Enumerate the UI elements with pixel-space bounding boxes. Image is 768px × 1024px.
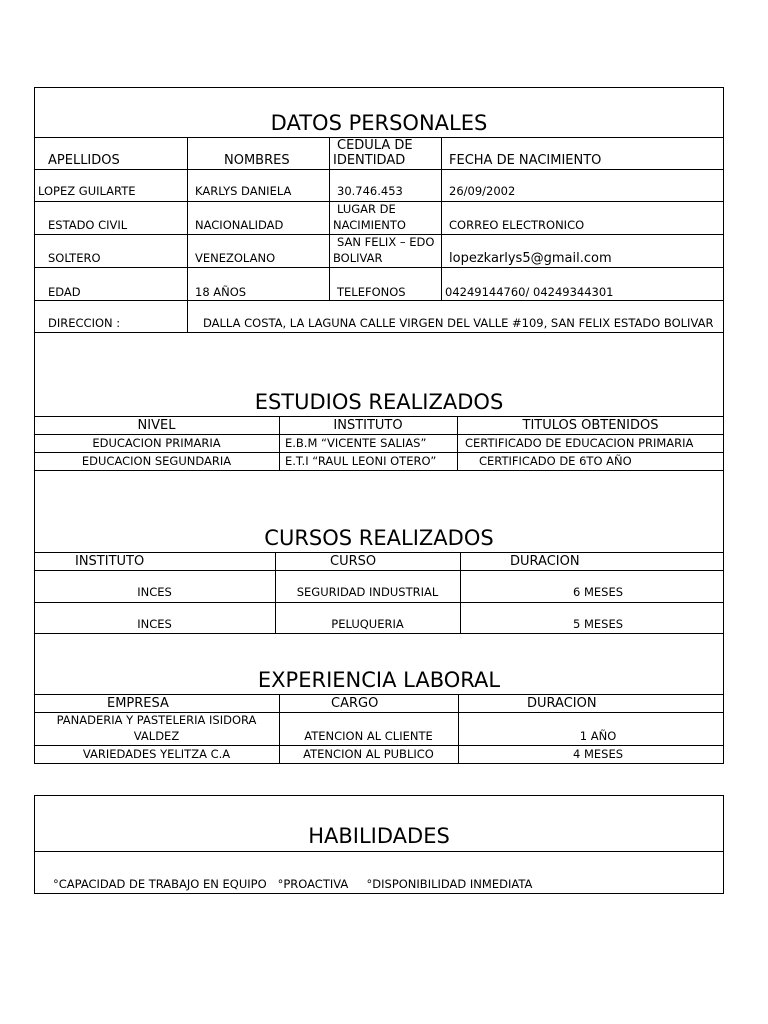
divider [34,332,724,333]
curso-nombre: SEGURIDAD INDUSTRIAL [296,585,439,599]
divider [34,694,724,695]
edad-value: 18 AÑOS [195,285,247,299]
estudios-title: ESTUDIOS REALIZADOS [254,390,504,414]
divider [441,137,442,300]
divider [34,416,724,417]
header-titulos: TITULOS OBTENIDOS [522,418,659,433]
header-duracion: DURACION [527,696,597,711]
nombres-value: KARLYS DANIELA [195,184,292,198]
header-nombres: NOMBRES [224,153,290,168]
header-cedula-line1: CEDULA DE [337,138,413,153]
header-empresa: EMPRESA [107,696,169,711]
header-nivel: NIVEL [137,418,176,433]
curso-instituto: INCES [137,585,172,599]
habilidades-list: °CAPACIDAD DE TRABAJO EN EQUIPO °PROACTIVA °DISPONIBILIDAD INMEDIATA [53,877,533,891]
divider [34,267,724,268]
divider [34,452,724,453]
direccion-value: DALLA COSTA, LA LAGUNA CALLE VIRGEN DEL VALLE #109, SAN FELIX ESTADO BOLIVAR [203,316,714,330]
experiencia-duracion: 1 AÑO [579,729,617,743]
divider [34,570,724,571]
header-duracion: DURACION [510,554,580,569]
correo-label: CORREO ELECTRONICO [449,218,585,232]
datos-personales-title: DATOS PERSONALES [270,111,488,135]
experiencia-empresa-line1: PANADERIA Y PASTELERIA ISIDORA [56,713,257,727]
divider [460,552,461,633]
lugar-value-line1: SAN FELIX – EDO [337,235,435,249]
header-cedula-line2: IDENTIDAD [333,153,406,168]
estudio-nivel: EDUCACION SEGUNDARIA [81,454,232,468]
divider [34,633,724,634]
experiencia-duracion: 4 MESES [572,747,624,761]
header-instituto: INSTITUTO [333,418,403,433]
header-apellidos: APELLIDOS [48,153,120,168]
habilidades-title: HABILIDADES [308,824,450,848]
estado-civil-label: ESTADO CIVIL [48,218,128,232]
experiencia-empresa: VARIEDADES YELITZA C.A [82,747,231,761]
header-fecha-nacimiento: FECHA DE NACIMIENTO [449,153,602,168]
curso-duracion: 5 MESES [572,617,624,631]
experiencia-cargo: ATENCION AL PUBLICO [303,747,434,761]
estudio-titulo: CERTIFICADO DE EDUCACION PRIMARIA [465,436,694,450]
lugar-value-line2: BOLIVAR [333,251,383,265]
nacionalidad-value: VENEZOLANO [195,251,276,265]
header-cargo: CARGO [331,696,379,711]
experiencia-title: EXPERIENCIA LABORAL [257,668,501,692]
experiencia-cargo: ATENCION AL CLIENTE [304,729,433,743]
estudio-instituto: E.T.I “RAUL LEONI OTERO” [285,454,437,468]
telefonos-value: 04249144760/ 04249344301 [445,285,614,299]
lugar-label-line1: LUGAR DE [337,202,396,216]
estudio-titulo: CERTIFICADO DE 6TO AÑO [479,454,632,468]
cursos-title: CURSOS REALIZADOS [264,526,494,550]
divider [34,745,724,746]
divider [34,169,724,170]
estudio-nivel: EDUCACION PRIMARIA [92,436,221,450]
header-curso: CURSO [330,554,377,569]
divider [34,602,724,603]
lugar-label-line2: NACIMIENTO [333,218,406,232]
cedula-value: 30.746.453 [337,184,403,198]
curso-instituto: INCES [137,617,172,631]
experiencia-empresa-line2: VALDEZ [133,729,180,743]
divider [34,851,724,852]
estado-civil-value: SOLTERO [48,251,101,265]
divider [187,137,188,332]
telefonos-label: TELEFONOS [337,285,406,299]
correo-value: lopezkarlys5@gmail.com [449,251,612,266]
apellidos-value: LOPEZ GUILARTE [38,184,136,198]
divider [329,137,330,300]
divider [458,694,459,764]
fecha-value: 26/09/2002 [449,184,516,198]
header-instituto: INSTITUTO [75,554,145,569]
direccion-label: DIRECCION : [48,316,121,330]
divider [34,470,724,471]
curso-duracion: 6 MESES [572,585,624,599]
divider [34,300,724,301]
divider [34,552,724,553]
curso-nombre: PELUQUERIA [331,617,404,631]
edad-label: EDAD [48,285,81,299]
divider [34,434,724,435]
nacionalidad-label: NACIONALIDAD [195,218,284,232]
estudio-instituto: E.B.M “VICENTE SALIAS” [285,436,427,450]
